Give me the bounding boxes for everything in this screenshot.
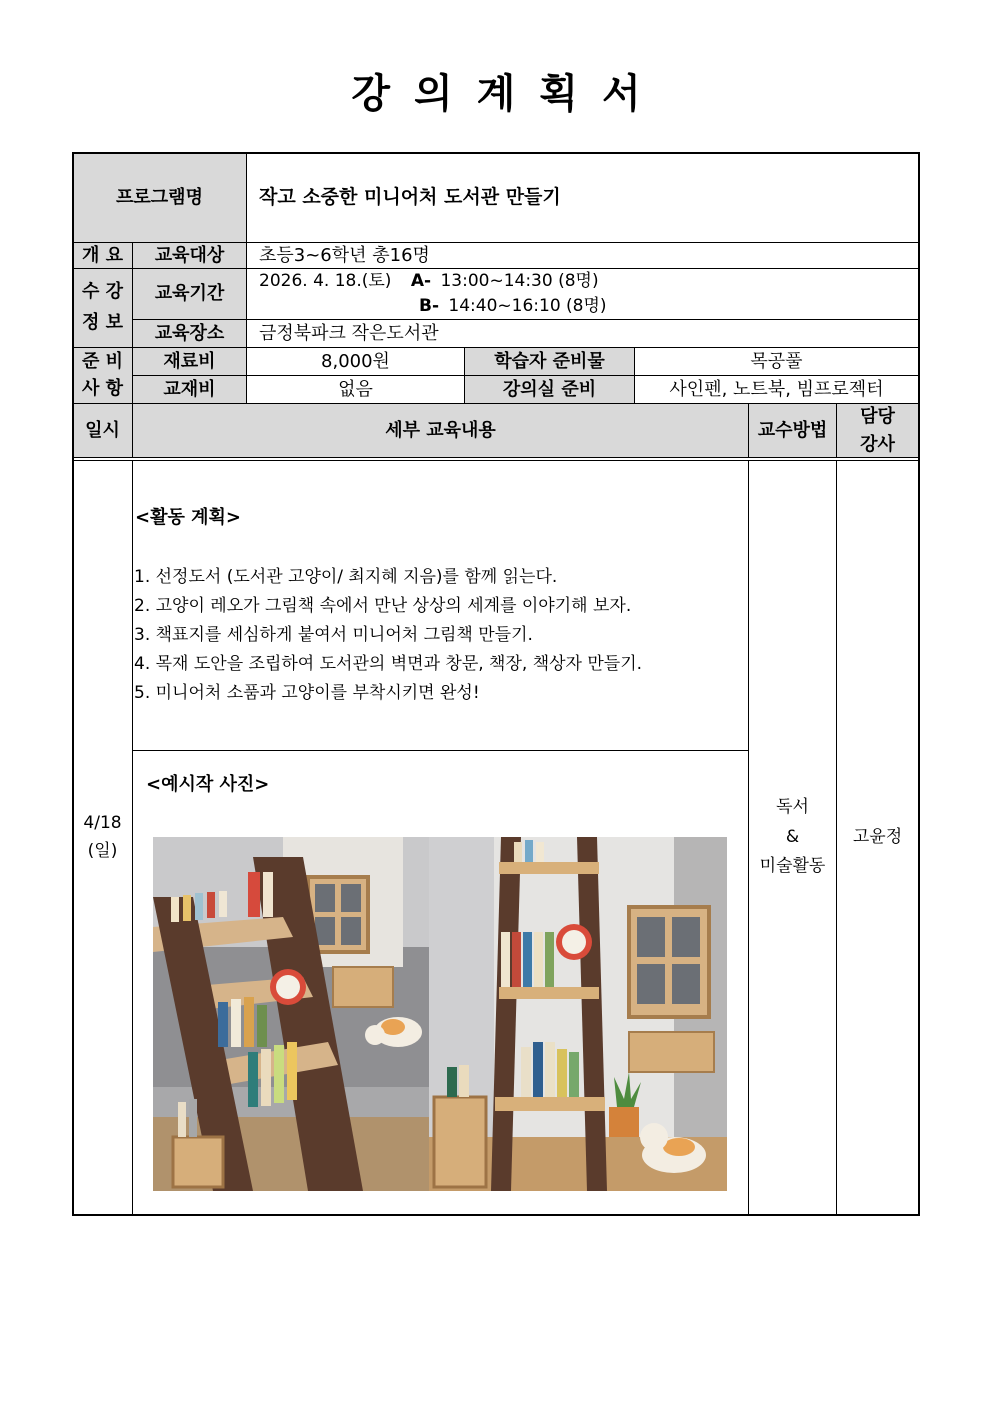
schedule-instructor: 고윤정	[837, 461, 919, 1215]
plan-item: 4. 목재 도안을 조립하여 도서관의 벽면과 창문, 책장, 책상자 만들기.	[134, 654, 643, 674]
schedule-date-header: 일시	[73, 404, 133, 458]
example-photo-right	[429, 837, 727, 1191]
plan-item: 2. 고양이 레오가 그림책 속에서 만난 상상의 세계를 이야기해 보자.	[134, 596, 632, 616]
material-fee-label: 재료비	[133, 348, 247, 376]
program-label: 프로그램명	[73, 153, 247, 243]
textbook-fee-label: 교재비	[133, 376, 247, 404]
example-heading: <예시작 사진>	[146, 774, 270, 795]
learner-prep-label: 학습자 준비물	[465, 348, 635, 376]
activity-plan-heading: <활동 계획>	[135, 507, 241, 528]
venue-label: 교육장소	[133, 320, 247, 348]
venue-value: 금정북파크 작은도서관	[247, 320, 919, 348]
session-b-time: 14:40~16:10 (8명)	[448, 296, 607, 316]
schedule-instructor-header: 담당 강사	[837, 404, 919, 458]
classroom-prep-value: 사인펜, 노트북, 빔프로젝터	[635, 376, 919, 404]
schedule-date: 4/18 (일)	[73, 461, 133, 1215]
learner-prep-value: 목공풀	[635, 348, 919, 376]
target-value: 초등3~6학년 총16명	[247, 243, 919, 269]
session-a-label: A-	[410, 271, 432, 291]
classroom-prep-label: 강의실 준비	[465, 376, 635, 404]
activity-plan-list	[134, 563, 642, 708]
period-value	[247, 269, 919, 320]
schedule-content-header: 세부 교육내용	[133, 404, 749, 458]
period-date: 2026. 4. 18.(토)	[259, 271, 392, 291]
session-b-label: B-	[419, 296, 440, 316]
prep-label: 준 비 사 항	[73, 348, 133, 404]
schedule-method-header: 교수방법	[749, 404, 837, 458]
target-label: 교육대상	[133, 243, 247, 269]
overview-label: 개 요	[73, 243, 133, 269]
document-title: 강의계획서	[351, 71, 665, 117]
schedule-method: 독서 & 미술활동	[749, 461, 837, 1215]
plan-item: 3. 책표지를 세심하게 붙여서 미니어처 그림책 만들기.	[134, 625, 533, 645]
example-photo-left	[153, 837, 429, 1191]
period-label: 교육기간	[133, 269, 247, 320]
plan-item: 5. 미니어처 소품과 고양이를 부착시키면 완성!	[134, 683, 480, 703]
plan-item: 1. 선정도서 (도서관 고양이/ 최지혜 지음)를 함께 읽는다.	[134, 567, 558, 587]
session-a-time: 13:00~14:30 (8명)	[440, 271, 599, 291]
enrollment-label: 수 강 정 보	[73, 269, 133, 348]
textbook-fee-value: 없음	[247, 376, 465, 404]
material-fee-value: 8,000원	[247, 348, 465, 376]
program-name: 작고 소중한 미니어처 도서관 만들기	[247, 153, 919, 243]
